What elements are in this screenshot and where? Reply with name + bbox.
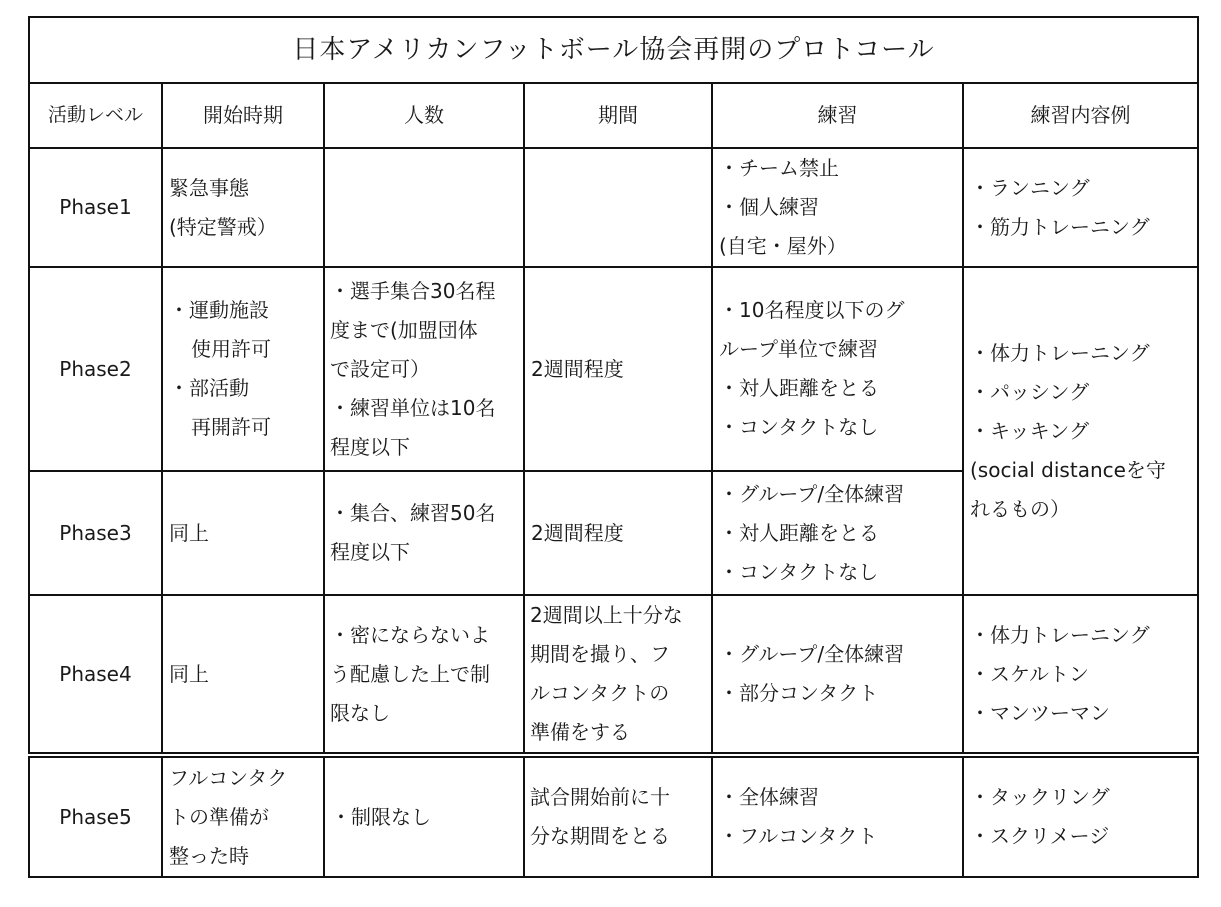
cell-line: 再開許可 (191, 415, 271, 439)
table-row (29, 148, 1198, 267)
cell-line: フルコンタク (169, 765, 288, 790)
cell-line: う配慮した上で制 (330, 661, 490, 686)
header-practice-examples: 練習内容例 (963, 83, 1198, 148)
cell-line: ・フルコンタクト (719, 824, 878, 848)
cell-line: 緊急事態 (169, 175, 249, 200)
cell-line: ・対人距離をとる (719, 520, 879, 545)
people-cell (324, 267, 524, 471)
practice-cell (712, 267, 963, 471)
people-cell (324, 471, 524, 595)
cell-line: ・集合、練習50名 (330, 501, 496, 525)
cell-line: ・タックリング (970, 785, 1110, 809)
period-cell (524, 471, 712, 595)
cell-line: ・練習単位は10名 (330, 395, 496, 420)
cell-line: (特定警戒） (169, 214, 277, 239)
table-row (29, 755, 1198, 877)
phase-cell: Phase2 (29, 267, 162, 471)
start-cell (162, 471, 324, 595)
cell-line: 程度以下 (330, 540, 410, 564)
table-row (29, 595, 1198, 755)
cell-line: ・運動施設 (169, 298, 269, 322)
cell-line: 同上 (169, 661, 209, 686)
cell-line: ・筋力トレーニング (970, 214, 1150, 239)
cell-line: ・チーム禁止 (719, 156, 839, 180)
cell-line: 限なし (330, 700, 390, 725)
examples-cell (963, 148, 1198, 267)
period-cell (524, 148, 712, 267)
cell-line: ・選手集合30名程 (330, 278, 496, 303)
cell-line: ・グループ/全体練習 (719, 481, 905, 506)
phase-cell: Phase3 (29, 471, 162, 595)
header-practice: 練習 (712, 83, 963, 148)
cell-line: トの準備が (169, 804, 269, 829)
table-title: 日本アメリカンフットボール協会再開のプロトコール (29, 17, 1198, 83)
period-cell (524, 595, 712, 755)
cell-line: ルコンタクトの (530, 681, 670, 705)
practice-cell (712, 595, 963, 755)
cell-line: ・スクリメージ (970, 824, 1110, 848)
cell-line: (social distanceを守 (970, 457, 1166, 482)
cell-line: ・マンツーマン (970, 700, 1110, 725)
cell-line: ループ単位で練習 (719, 337, 878, 361)
cell-line: で設定可） (330, 356, 430, 381)
cell-line: 期間を撮り、フ (530, 642, 670, 666)
practice-cell (712, 755, 963, 877)
cell-line: 同上 (169, 520, 209, 545)
phase-cell: Phase4 (29, 595, 162, 755)
cell-line: れるもの） (970, 496, 1070, 521)
cell-line: ・個人練習 (719, 195, 819, 219)
cell-line: ・スケルトン (970, 661, 1089, 686)
cell-line: ・体力トレーニング (970, 340, 1150, 365)
cell-line: ・密にならないよ (330, 622, 490, 647)
cell-line: 試合開始前に十 (530, 785, 670, 809)
header-period: 期間 (524, 83, 712, 148)
cell-line: ・パッシング (970, 379, 1090, 404)
period-cell (524, 755, 712, 877)
cell-line: ・コンタクトなし (719, 559, 879, 584)
cell-line: 度まで(加盟団体 (330, 317, 478, 342)
phase-cell: Phase1 (29, 148, 162, 267)
practice-cell (712, 471, 963, 595)
cell-line: ・10名程度以下のグ (719, 298, 905, 322)
header-start-time: 開始時期 (162, 83, 324, 148)
start-cell (162, 267, 324, 471)
cell-line: ・部活動 (169, 376, 249, 400)
people-cell (324, 595, 524, 755)
cell-line: ・部分コンタクト (719, 681, 879, 705)
cell-line: 使用許可 (191, 337, 271, 361)
header-activity-level: 活動レベル (29, 83, 162, 148)
protocol-table (28, 16, 1199, 878)
table-row (29, 267, 1198, 471)
cell-line: ・キッキング (970, 418, 1089, 443)
phase-cell: Phase5 (29, 755, 162, 877)
examples-cell (963, 267, 1198, 595)
cell-line: (自宅・屋外） (719, 234, 847, 258)
cell-line: 準備をする (530, 720, 630, 744)
cell-line: ・制限なし (331, 804, 431, 829)
examples-cell (963, 595, 1198, 755)
period-cell (524, 267, 712, 471)
cell-line: ・ランニング (970, 175, 1090, 200)
cell-line: 整った時 (169, 843, 249, 868)
cell-line: ・体力トレーニング (970, 622, 1150, 647)
people-cell (324, 755, 524, 877)
cell-line: 2週間程度 (531, 356, 624, 381)
people-cell (324, 148, 524, 267)
examples-cell (963, 755, 1198, 877)
start-cell (162, 148, 324, 267)
cell-line: 2週間程度 (531, 520, 624, 545)
start-cell (162, 755, 324, 877)
header-people: 人数 (324, 83, 524, 148)
cell-line: 程度以下 (330, 434, 410, 459)
cell-line: ・全体練習 (719, 785, 819, 809)
cell-line: ・対人距離をとる (719, 376, 879, 400)
practice-cell (712, 148, 963, 267)
cell-line: ・グループ/全体練習 (719, 642, 905, 666)
cell-line: ・コンタクトなし (719, 415, 879, 439)
cell-line: 2週間以上十分な (530, 603, 683, 627)
cell-line: 分な期間をとる (530, 824, 670, 848)
start-cell (162, 595, 324, 755)
